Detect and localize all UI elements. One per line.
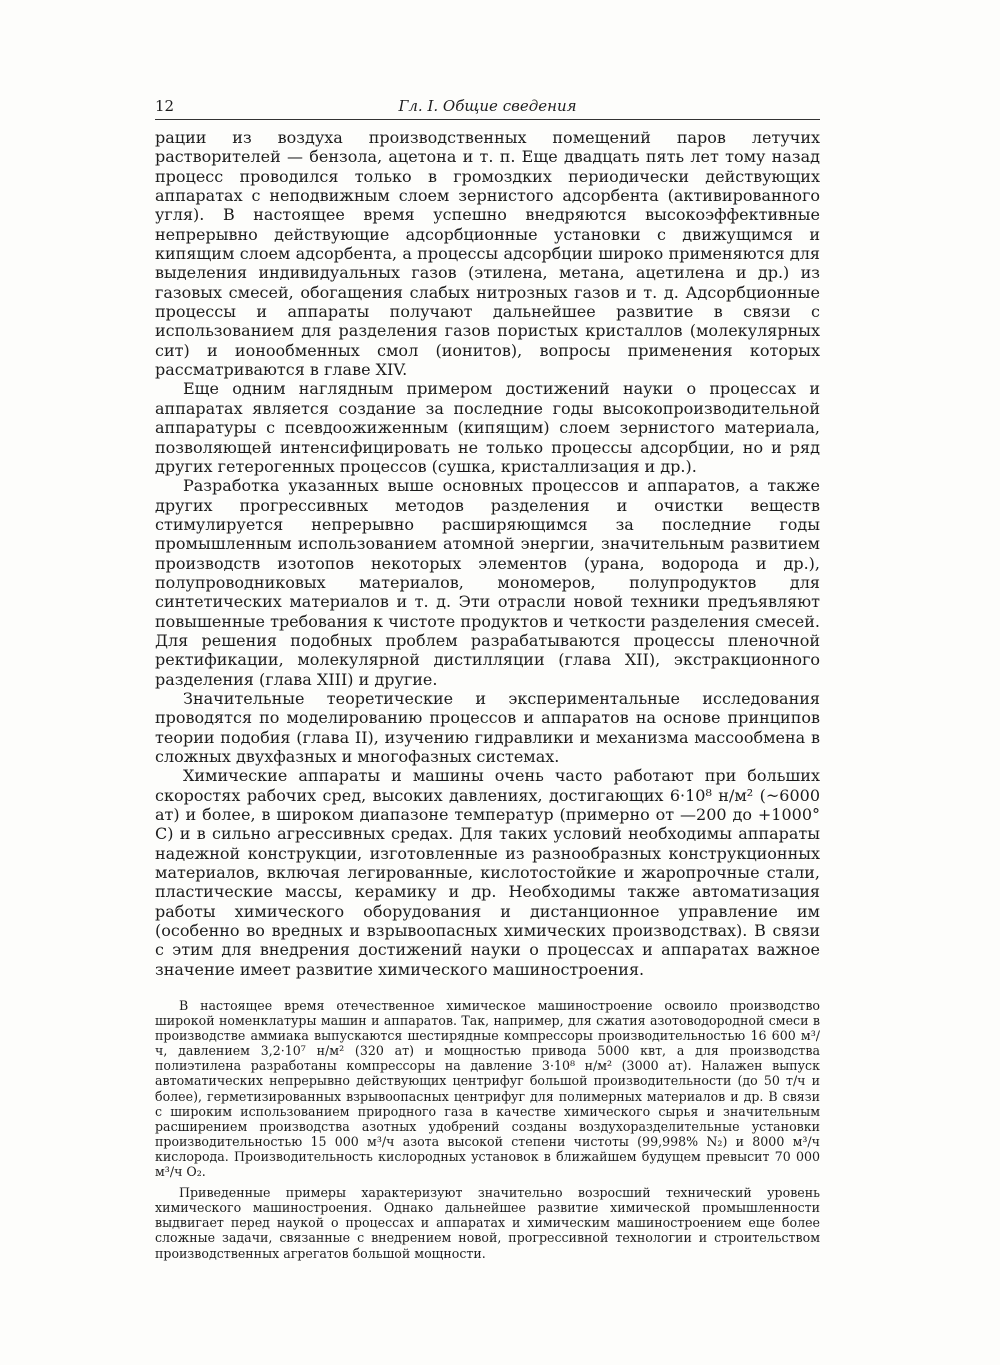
page-number: 12 — [155, 97, 175, 115]
small-print-notes — [155, 998, 820, 1261]
page-header — [155, 95, 820, 120]
paragraph: Еще одним наглядным примером достижений науки о процессах и аппаратах является создание за последние годы высокопроизводительной аппаратуры с псевдоожиженным (кипящим) слоем зернистого материала, позволяющей интенсифицировать не только процессы адсорбции, но и ряд других гетерогенных процессов (сушка, кристаллизация и др.). — [155, 379, 820, 476]
paragraph: Разработка указанных выше основных процессов и аппаратов, а также других прогрессивных методов разделения и очистки веществ стимулируется непрерывно расширяющимся за последние годы промышленным использованием атомной энергии, значительным развитием производств изотопов некоторых элементов (урана, водорода и др.), полупроводниковых материалов, мономеров, полупродуктов для синтетических материалов и т. д. Эти отрасли новой техники предъявляют повышенные требования к чистоте продуктов и четкости разделения смесей. Для решения подобных проблем разрабатываются процессы пленочной ректификации, молекулярной дистилляции (глава XII), экстракционного разделения (глава XIII) и другие. — [155, 476, 820, 689]
paragraph: Значительные теоретические и экспериментальные исследования проводятся по моделированию процессов и аппаратов на основе принципов теории подобия (глава II), изучению гидравлики и механизма массообмена в сложных двухфазных и многофазных системах. — [155, 688, 820, 766]
main-text — [155, 128, 820, 979]
note-paragraph: Приведенные примеры характеризуют значительно возросший технический уровень химического машиностроения. Однако дальнейшее развитие химической промышленности выдвигает перед наукой о процессах и аппаратах и химическим машиностроением еще более сложные задачи, связанные с внедрением новой, прогрессивной технологии и строительством производственных агрегатов большой мощности. — [155, 1185, 820, 1261]
note-paragraph: В настоящее время отечественное химическое машиностроение освоило производство широкой номенклатуры машин и аппаратов. Так, например, для сжатия азотоводородной смеси в производстве аммиака выпускаются шестирядные компрессоры производительностью 16 600 м³/ч, давлением 3,2·10⁷ н/м² (320 ат) и мощностью привода 5000 квт, а для производства полиэтилена разработаны компрессоры на давление 3·10⁸ н/м² (3000 ат). Налажен выпуск автоматических непрерывно действующих центрифуг большой производительности (до 50 т/ч и более), герметизированных взрывоопасных центрифуг для полимерных материалов и др. В связи с широким использованием природного газа в качестве химического сырья и значительным расширением производства азотных удобрений созданы воздухоразделительные установки производительностью 15 000 м³/ч азота высокой степени чистоты (99,998% N₂) и 8000 м³/ч кислорода. Производительность кислородных установок в ближайшем будущем превысит 70 000 м³/ч O₂. — [155, 998, 820, 1180]
paragraph: Химические аппараты и машины очень часто работают при больших скоростях рабочих сред, высоких давлениях, достигающих 6·10⁸ н/м² (~6000 ат) и более, в широком диапазоне температур (примерно от —200 до +1000° С) и в сильно агрессивных средах. Для таких условий необходимы аппараты надежной конструкции, изготовленные из разнообразных конструкционных материалов, включая легированные, кислотостойкие и жаропрочные стали, пластические массы, керамику и др. Необходимы также автоматизация работы химического оборудования и дистанционное управление им (особенно во вредных и взрывоопасных химических производствах). В связи с этим для внедрения достижений науки о процессах и аппаратах важное значение имеет развитие химического машиностроения. — [155, 766, 820, 979]
running-head: Гл. I. Общие сведения — [398, 97, 577, 115]
paragraph: рации из воздуха производственных помещений паров летучих растворителей — бензола, ацетона и т. п. Еще двадцать пять лет тому назад процесс проводился только в громоздких периодически действующих аппаратах с неподвижным слоем зернистого адсорбента (активированного угля). В настоящее время успешно внедряются высокоэффективные непрерывно действующие адсорбционные установки с движущимся и кипящим слоем адсорбента, а процессы адсорбции широко применяются для выделения индивидуальных газов (этилена, метана, ацетилена и др.) из газовых смесей, обогащения слабых нитрозных газов и т. д. Адсорбционные процессы и аппараты получают дальнейшее развитие в связи с использованием для разделения газов пористых кристаллов (молекулярных сит) и ионообменных смол (ионитов), вопросы применения которых рассматриваются в главе XIV. — [155, 128, 820, 380]
